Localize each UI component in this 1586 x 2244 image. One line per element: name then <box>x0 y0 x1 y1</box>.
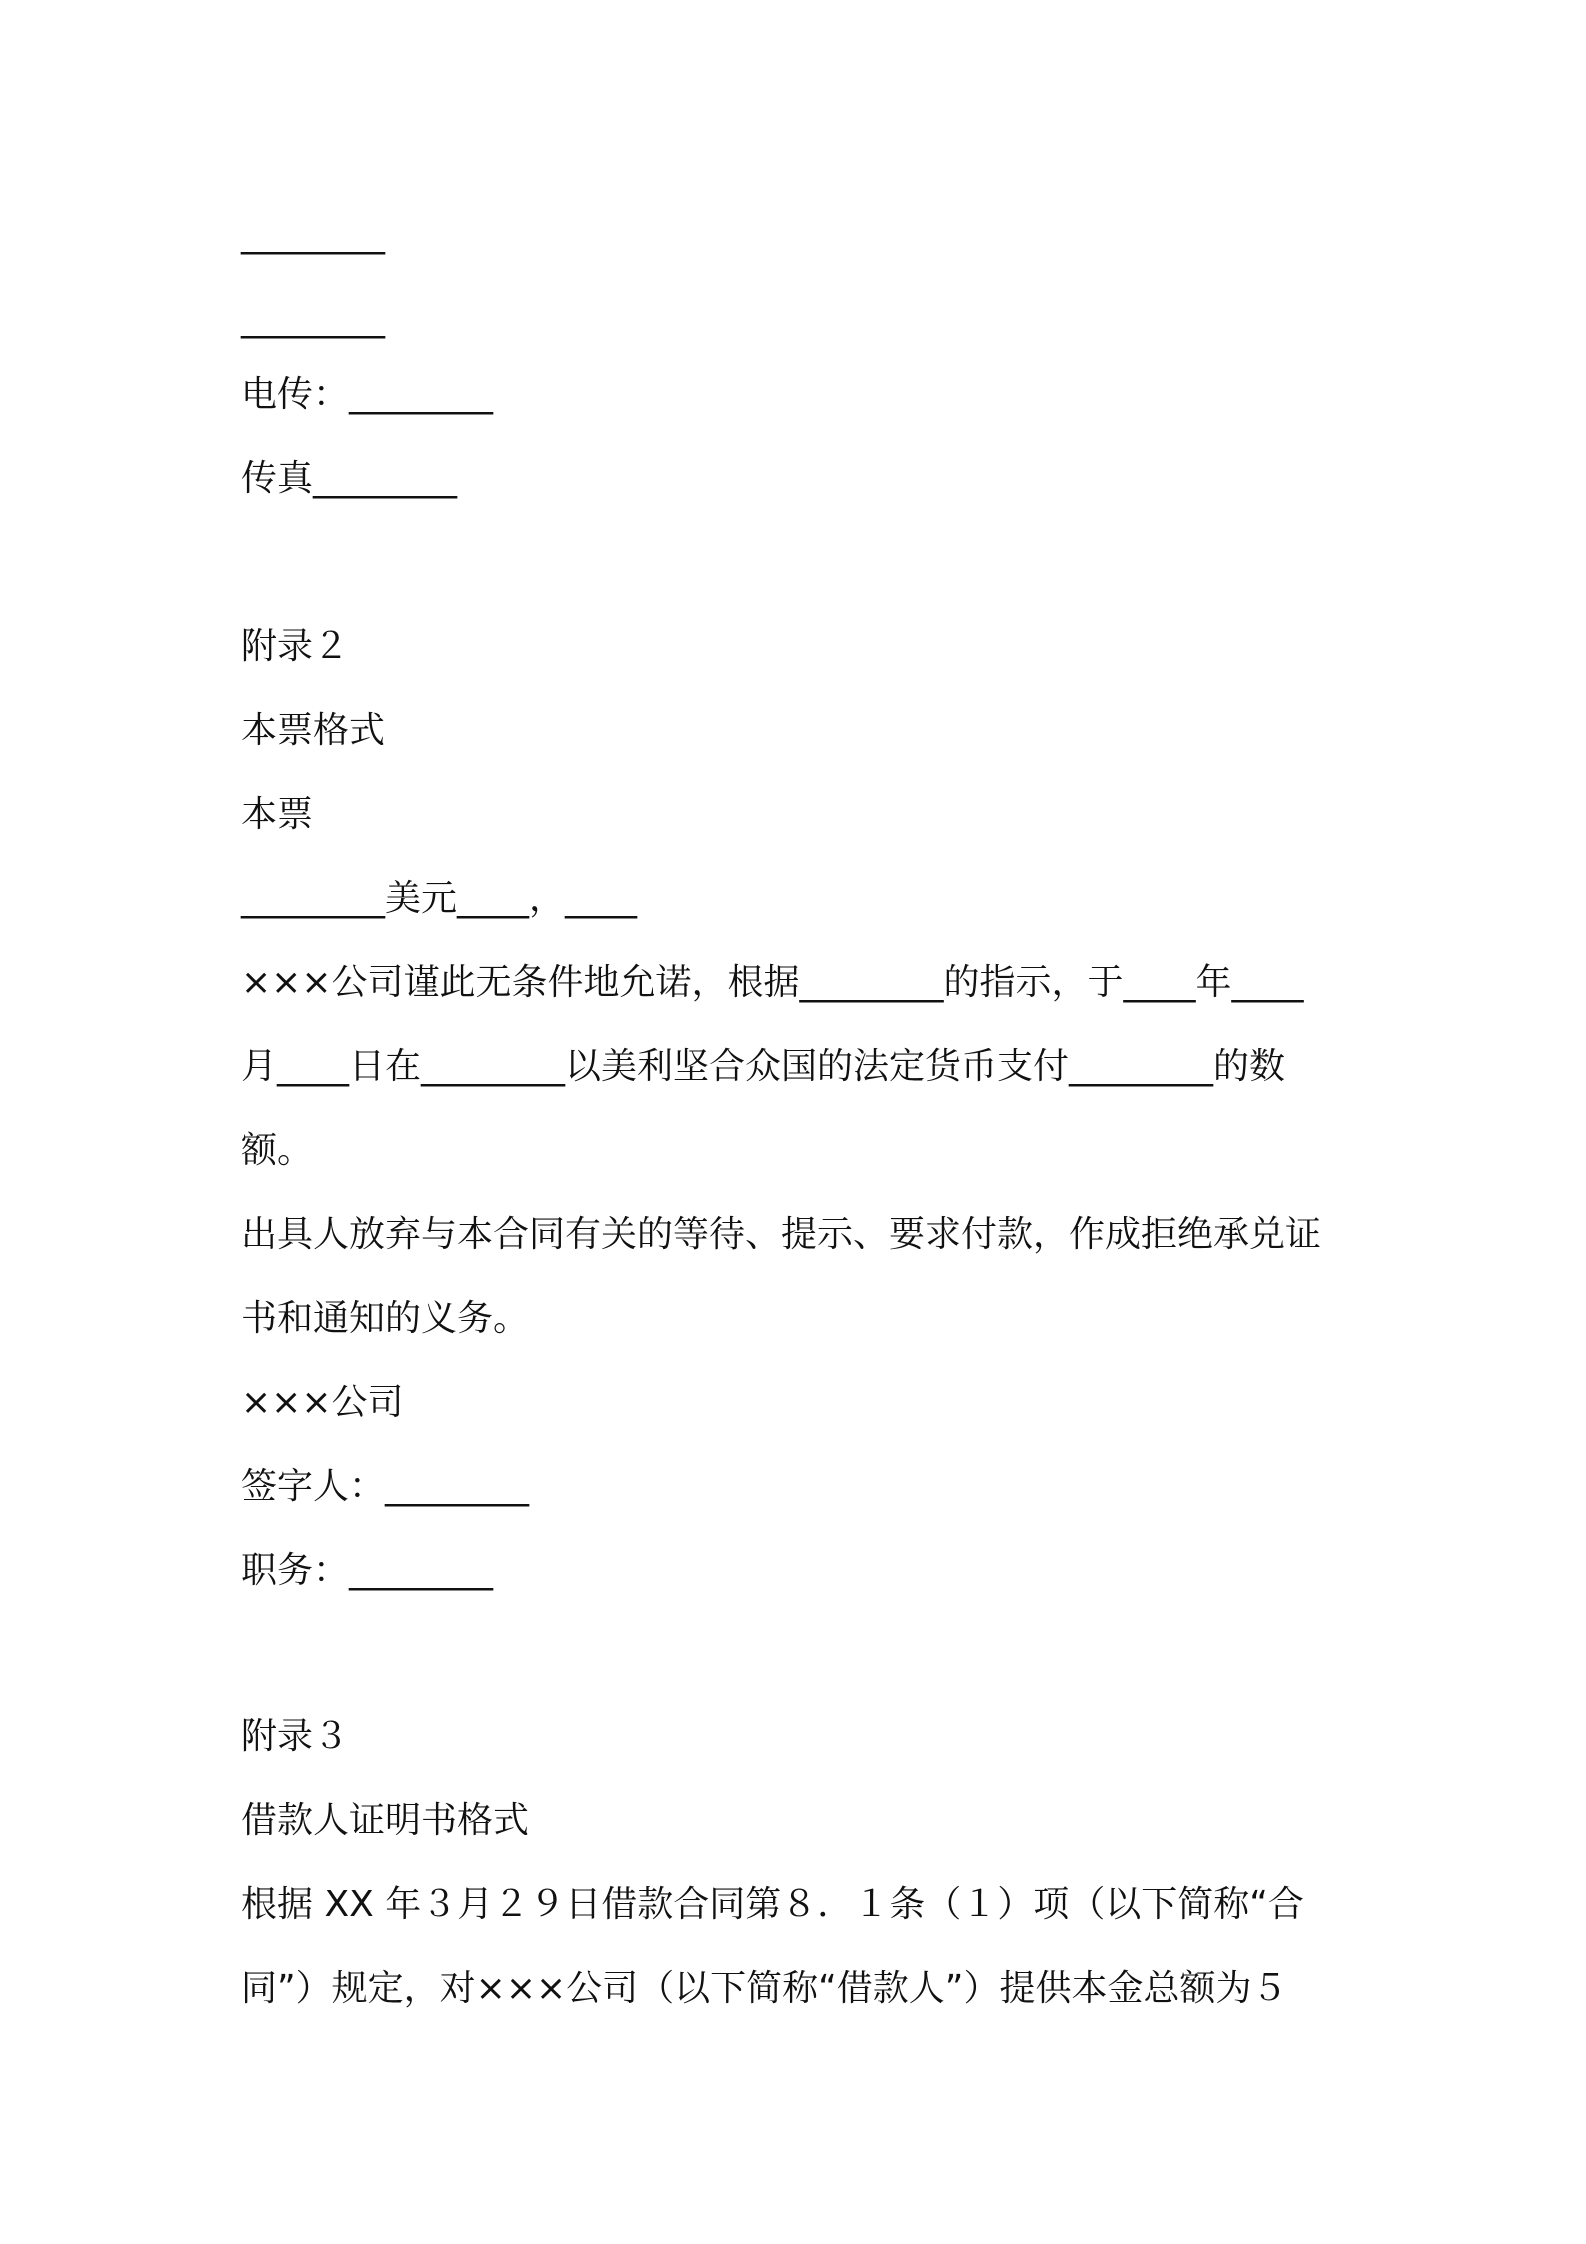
company-name-line: ×××公司 <box>241 1382 404 1423</box>
appendix-2-heading: 附录２ <box>241 626 350 667</box>
waiver-paragraph-line-2: 书和通知的义务。 <box>241 1298 530 1339</box>
fax-line: 传真________ <box>241 458 458 499</box>
promise-paragraph-line-2: 月____日在________以美利坚合众国的法定货币支付________的数 <box>241 1046 1286 1087</box>
borrower-certificate-title: 借款人证明书格式 <box>241 1800 530 1841</box>
waiver-paragraph-line-1: 出具人放弃与本合同有关的等待、提示、要求付款，作成拒绝承兑证 <box>241 1214 1322 1255</box>
amount-line: ________美元____，____ <box>241 878 638 919</box>
title-position-line: 职务：________ <box>241 1550 494 1591</box>
certificate-paragraph-line-2: 同”）规定，对×××公司（以下简称“借款人”）提供本金总额为５ <box>241 1968 1288 2009</box>
telex-line: 电传：________ <box>241 374 494 415</box>
blank-line-1: ________ <box>241 214 385 255</box>
certificate-paragraph-line-1: 根据 XX 年３月２９日借款合同第８．１条（１）项（以下简称“合 <box>241 1884 1304 1925</box>
promissory-note-title: 本票 <box>241 794 314 835</box>
promise-paragraph-line-3: 额。 <box>241 1130 314 1171</box>
promissory-note-format-title: 本票格式 <box>241 710 386 751</box>
signatory-line: 签字人：________ <box>241 1466 530 1507</box>
blank-line-2: ________ <box>241 298 385 339</box>
promise-paragraph-line-1: ×××公司谨此无条件地允诺，根据________的指示，于____年____ <box>241 962 1304 1003</box>
appendix-3-heading: 附录３ <box>241 1716 350 1757</box>
